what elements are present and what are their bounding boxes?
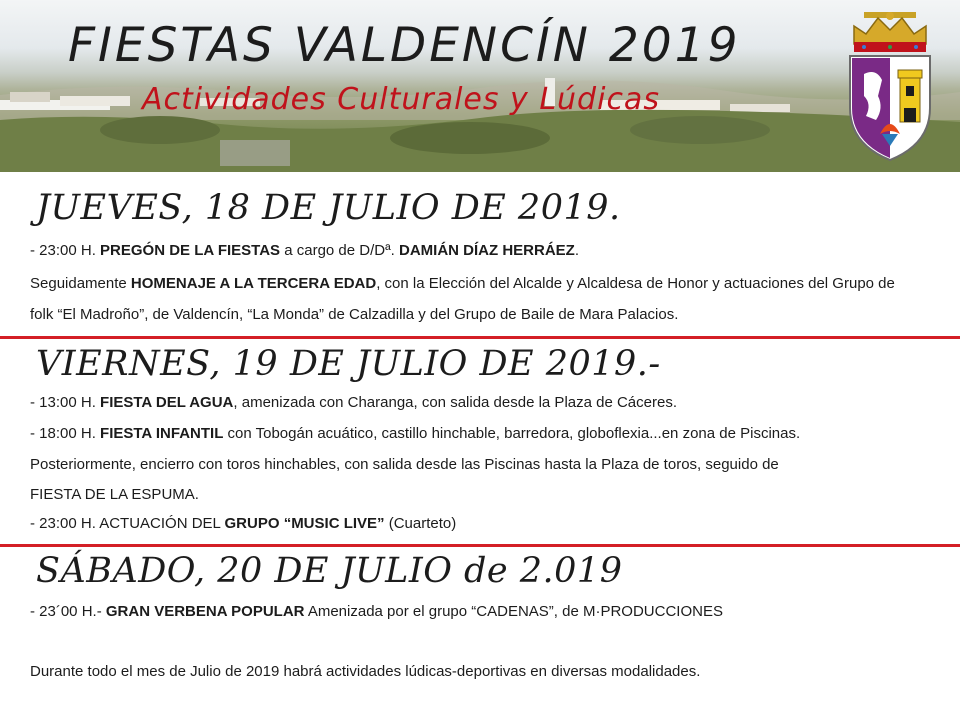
day-heading-sabado: SÁBADO, 20 DE JULIO de 2.019 (36, 551, 623, 591)
viernes-line-3: Posteriormente, encierro con toros hinchables, con salida desde las Piscinas hasta la Plaza de toros, seguido de (30, 456, 779, 473)
viernes-line-2: - 18:00 H. FIESTA INFANTIL con Tobogán acuático, castillo hinchable, barredora, globoflexia...en zona de Piscinas. (30, 425, 801, 442)
separator-line (0, 336, 960, 339)
jueves-line-3: folk “El Madroño”, de Valdencín, “La Monda” de Calzadilla y del Grupo de Baile de Mara Palacios. (30, 306, 679, 323)
viernes-line-5: - 23:00 H. ACTUACIÓN DEL GRUPO “MUSIC LIVE” (Cuarteto) (30, 515, 457, 532)
jueves-line-1: - 23:00 H. PREGÓN DE LA FIESTAS a cargo de D/Dª. DAMIÁN DÍAZ HERRÁEZ. (30, 242, 580, 259)
day-heading-jueves: JUEVES, 18 DE JULIO DE 2019. (36, 188, 621, 228)
poster-title: FIESTAS VALDENCÍN 2019 (68, 18, 741, 73)
separator-line (0, 544, 960, 547)
jueves-line-2: Seguidamente HOMENAJE A LA TERCERA EDAD, con la Elección del Alcalde y Alcaldesa de Honor y actuaciones del Grupo de (30, 275, 895, 292)
footer-note: Durante todo el mes de Julio de 2019 habrá actividades lúdicas-deportivas en diversas modalidades. (30, 663, 701, 680)
day-heading-viernes: VIERNES, 19 DE JULIO DE 2019.- (36, 344, 661, 384)
poster-subtitle: Actividades Culturales y Lúdicas (142, 82, 660, 117)
sabado-line-1: - 23´00 H.- GRAN VERBENA POPULAR Amenizada por el grupo “CADENAS”, de M·PRODUCCIONES (30, 603, 723, 620)
header-banner (0, 0, 960, 172)
viernes-line-1: - 13:00 H. FIESTA DEL AGUA, amenizada con Charanga, con salida desde la Plaza de Cáceres. (30, 394, 677, 411)
coat-of-arms-icon (842, 4, 938, 168)
viernes-line-4: FIESTA DE LA ESPUMA. (30, 486, 199, 503)
